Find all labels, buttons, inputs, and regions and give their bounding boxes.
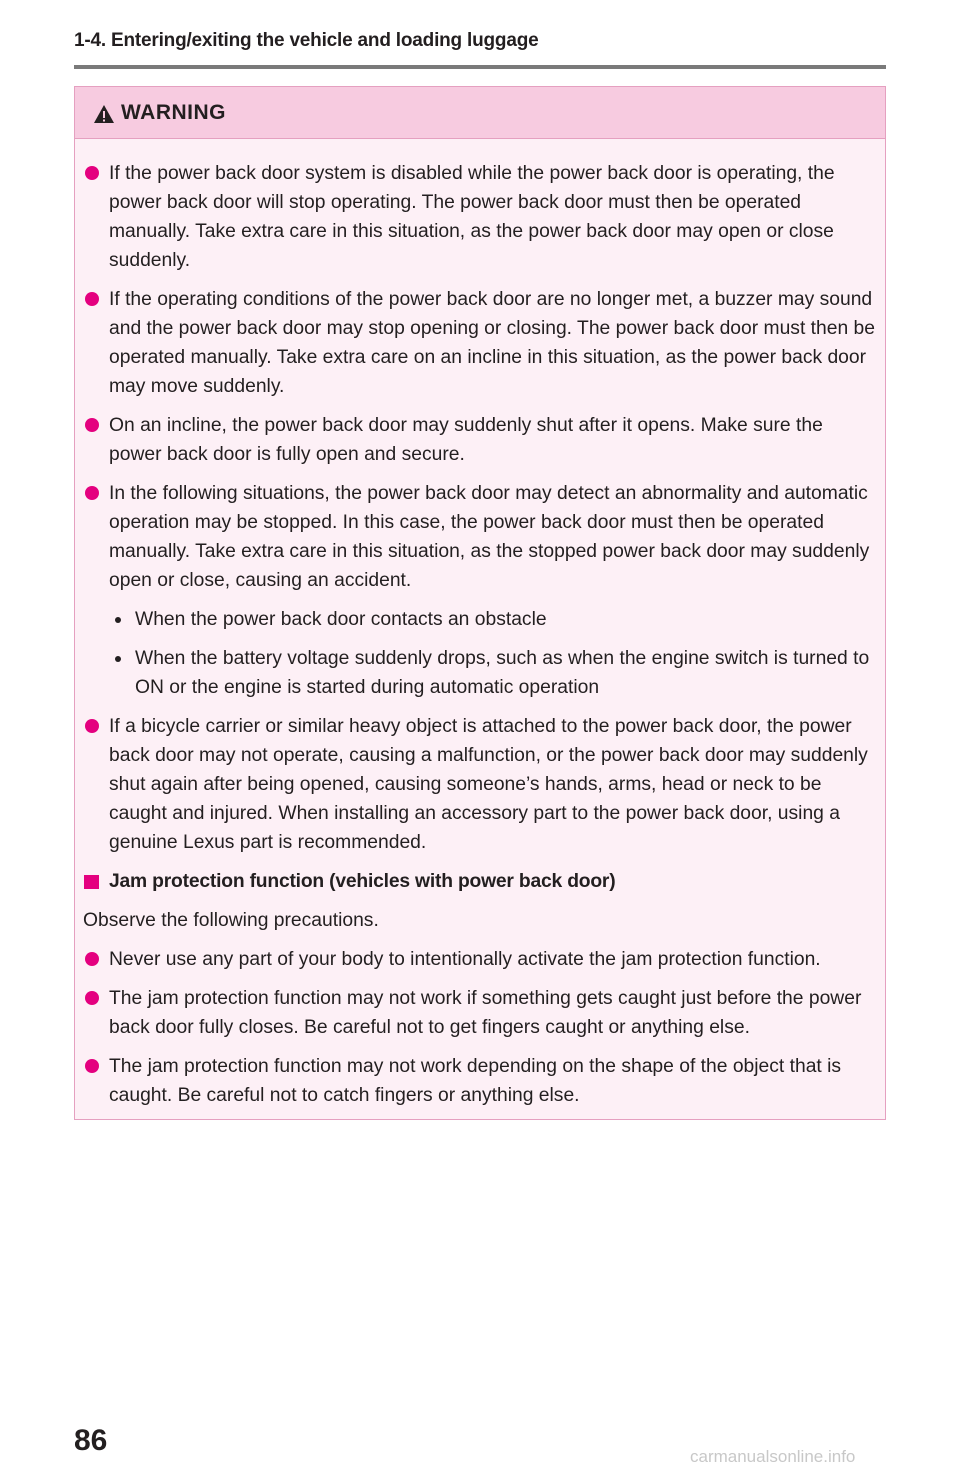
bullet-icon	[85, 1059, 99, 1073]
page-header	[74, 30, 886, 52]
section-intro: Observe the following precautions.	[83, 910, 379, 931]
bullet-icon	[85, 418, 99, 432]
bullet-icon	[85, 719, 99, 733]
warning-triangle-icon	[93, 104, 115, 124]
warning-title: WARNING	[121, 101, 226, 124]
bullet-icon	[85, 292, 99, 306]
section-item-1: Never use any part of your body to intentionally activate the jam protection function.	[83, 945, 878, 974]
square-bullet-icon	[84, 875, 99, 889]
warning-content	[83, 159, 878, 1120]
warning-sub-item-1: When the power back door contacts an obstacle	[83, 605, 878, 634]
warning-item-3: On an incline, the power back door may suddenly shut after it opens. Make sure the power back door is fully open and secure.	[83, 411, 878, 469]
bullet-icon	[85, 991, 99, 1005]
sub-bullet-icon	[115, 656, 121, 662]
section-item-2: The jam protection function may not work if something gets caught just before the power back door fully closes. Be careful not to get fingers caught or anything else.	[83, 984, 878, 1042]
warning-item-1: If the power back door system is disabled while the power back door is operating, the power back door will stop operating. The power back door must then be operated manually. Take extra care in this situation, as the power back door may open or close suddenly.	[83, 159, 878, 275]
jam-protection-heading: Jam protection function (vehicles with power back door)	[83, 867, 878, 896]
warning-item-5: If a bicycle carrier or similar heavy object is attached to the power back door, the power back door may not operate, causing a malfunction, or the power back door may suddenly shut again after being opened, causing someone’s hands, arms, head or neck to be caught and injured. When installing an accessory part to the power back door, using a genuine Lexus part is recommended.	[83, 712, 878, 857]
bullet-icon	[85, 486, 99, 500]
bullet-icon	[85, 166, 99, 180]
warning-item-4: In the following situations, the power back door may detect an abnormality and automatic operation may be stopped. In this case, the power back door must then be operated manually. Take extra care in this situation, as the stopped power back door may suddenly open or close, causing an accident.	[83, 479, 878, 595]
section-item-3: The jam protection function may not work depending on the shape of the object that is caught. Be careful not to catch fingers or anything else.	[83, 1052, 878, 1110]
sub-bullet-icon	[115, 617, 121, 623]
warning-header	[75, 87, 885, 139]
section-breadcrumb: 1-4. Entering/exiting the vehicle and loading luggage	[74, 30, 539, 51]
header-divider	[74, 65, 886, 69]
watermark: carmanualsonline.info	[690, 1447, 856, 1466]
warning-sub-item-2: When the battery voltage suddenly drops, such as when the engine switch is turned to ON or the engine is started during automatic operation	[83, 644, 878, 702]
warning-box	[74, 86, 886, 1120]
warning-item-2: If the operating conditions of the power back door are no longer met, a buzzer may sound and the power back door may stop opening or closing. The power back door must then be operated manually. Take extra care on an incline in this situation, as the power back door may move suddenly.	[83, 285, 878, 401]
bullet-icon	[85, 952, 99, 966]
page-number: 86	[74, 1424, 108, 1457]
